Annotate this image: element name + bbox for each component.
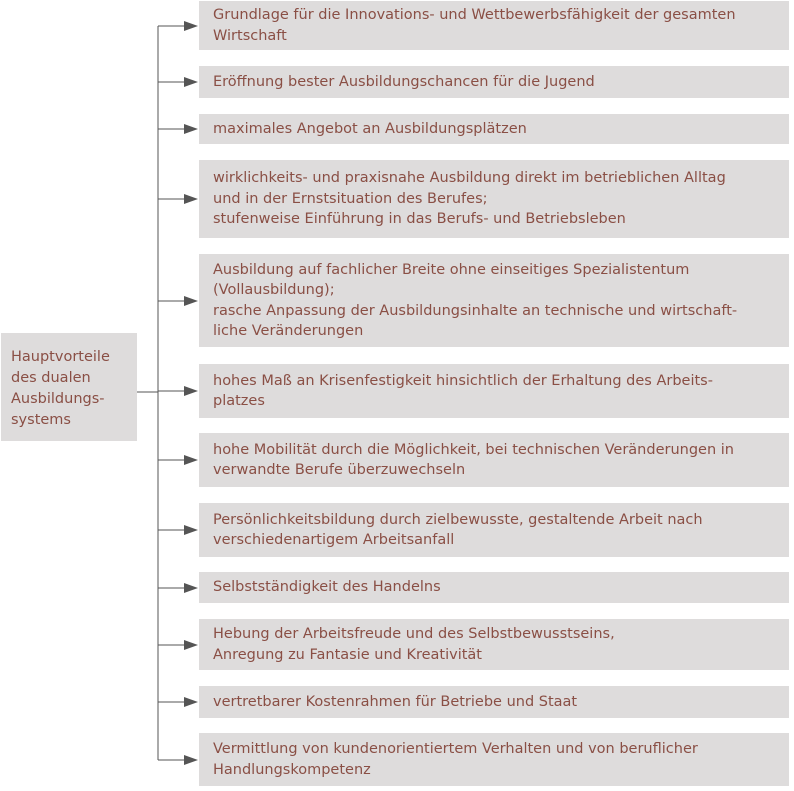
advantage-box-8 — [199, 503, 789, 557]
advantage-text-line: Persönlichkeitsbildung durch zielbewusste, gestaltende Arbeit nach — [213, 511, 703, 528]
advantage-text-line: Vermittlung von kundenorientiertem Verhalten und von beruflicher — [213, 741, 698, 757]
advantage-box-9 — [199, 572, 789, 603]
arrow-head-icon — [184, 21, 198, 31]
advantage-text-line: Selbstständigkeit des Handelns — [213, 579, 441, 596]
root-node-line-2: des dualen — [11, 370, 91, 386]
advantage-text-line: hohes Maß an Krisenfestigkeit hinsichtlich der Erhaltung des Arbeits- — [213, 372, 713, 389]
root-node-line-4: systems — [11, 412, 71, 428]
root-node-line-3: Ausbildungs- — [11, 391, 105, 407]
advantage-text-line: vertretbarer Kostenrahmen für Betriebe und Staat — [213, 693, 578, 710]
arrow-head-icon — [184, 697, 198, 707]
advantage-text-line: hohe Mobilität durch die Möglichkeit, bei technischen Veränderungen in — [213, 441, 734, 458]
advantage-box-3 — [199, 114, 789, 144]
advantage-text-line: (Vollausbildung); — [213, 282, 335, 298]
advantage-text-line: wirklichkeits- und praxisnahe Ausbildung direkt im betrieblichen Alltag — [213, 170, 726, 187]
advantage-text-line: und in der Ernstsituation des Berufes; — [213, 190, 488, 207]
advantage-text-line: liche Veränderungen — [213, 323, 364, 339]
advantage-text-line: verwandte Berufe überzuwechseln — [213, 462, 466, 478]
advantage-text-line: Grundlage für die Innovations- und Wettbewerbsfähigkeit der gesamten — [213, 7, 736, 23]
advantage-box-7 — [199, 433, 789, 487]
advantage-box-6 — [199, 364, 789, 418]
arrow-head-icon — [184, 583, 198, 593]
arrow-head-icon — [184, 525, 198, 535]
advantage-text-line: stufenweise Einführung in das Berufs- und Betriebsleben — [213, 211, 626, 228]
advantage-box-10 — [199, 619, 789, 670]
advantage-text-line: maximales Angebot an Ausbildungsplätzen — [213, 120, 527, 137]
advantage-box-11 — [199, 686, 789, 718]
advantage-text-line: verschiedenartigem Arbeitsanfall — [213, 532, 455, 548]
arrow-head-icon — [184, 194, 198, 204]
advantage-text-line: Ausbildung auf fachlicher Breite ohne einseitiges Spezialistentum — [213, 261, 690, 278]
advantage-text-line: Handlungskompetenz — [213, 761, 371, 778]
arrow-head-icon — [184, 455, 198, 465]
root-node-line-1: Hauptvorteile — [11, 349, 110, 365]
advantage-box-4 — [199, 160, 789, 238]
advantage-text-line: Hebung der Arbeitsfreude und des Selbstbewusstseins, — [213, 626, 615, 642]
arrow-head-icon — [184, 296, 198, 306]
advantage-box-1 — [199, 1, 789, 50]
advantage-box-2 — [199, 66, 789, 98]
arrow-head-icon — [184, 124, 198, 134]
advantage-text-line: Anregung zu Fantasie und Kreativität — [213, 646, 482, 663]
advantage-box-5 — [199, 254, 789, 347]
arrow-head-icon — [184, 755, 198, 765]
arrow-head-icon — [184, 386, 198, 396]
advantage-text-line: Wirtschaft — [213, 27, 287, 44]
arrow-head-icon — [184, 640, 198, 650]
advantage-text-line: rasche Anpassung der Ausbildungsinhalte an technische und wirtschaft- — [213, 302, 738, 319]
arrow-head-icon — [184, 77, 198, 87]
advantage-box-12 — [199, 733, 789, 786]
advantage-text-line: Eröffnung bester Ausbildungschancen für die Jugend — [213, 73, 595, 90]
advantage-text-line: platzes — [213, 393, 265, 409]
